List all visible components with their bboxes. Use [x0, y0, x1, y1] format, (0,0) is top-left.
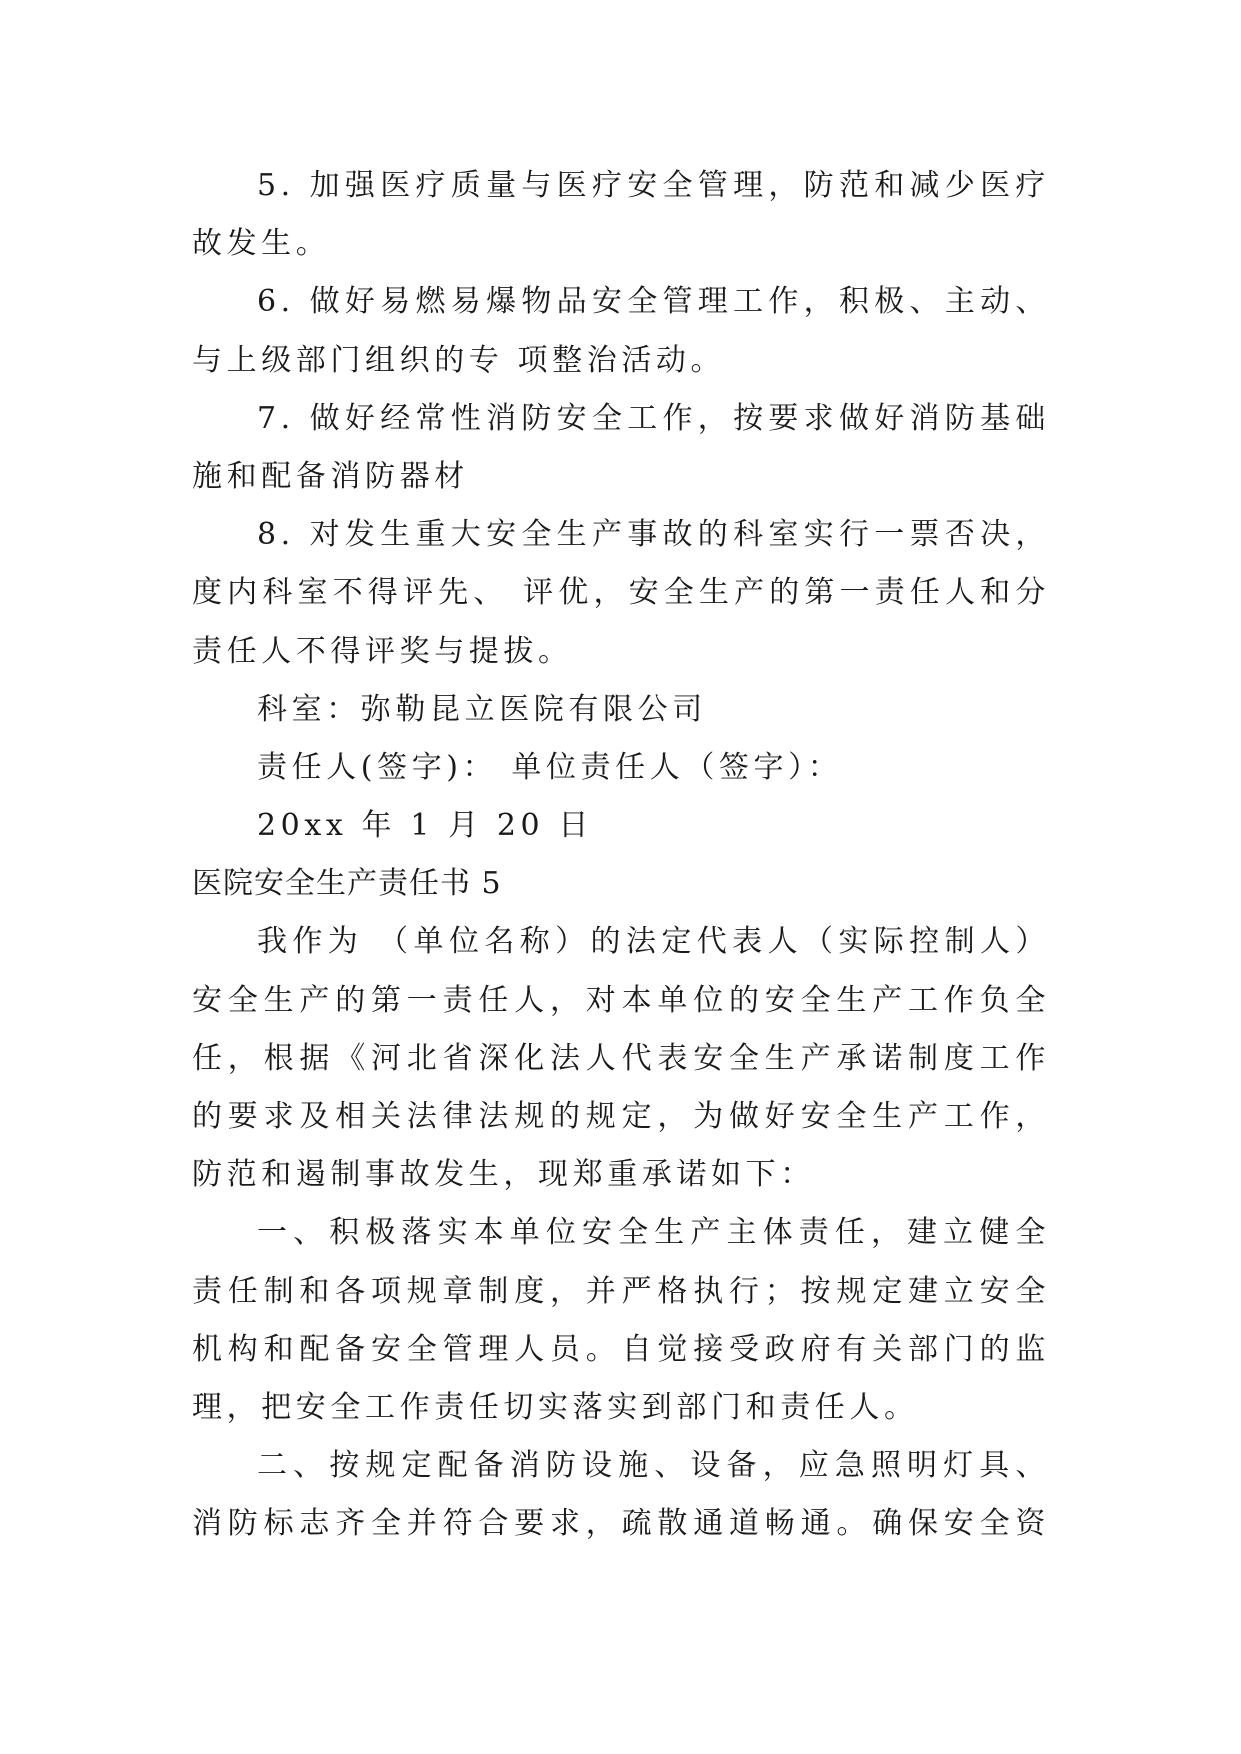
- text-line: 一、积极落实本单位安全生产主体责任，建立健全: [257, 1215, 1050, 1251]
- text-line: 我作为 （单位名称）的法定代表人（实际控制人）: [257, 924, 1050, 960]
- text-line: 6. 做好易燃易爆物品安全管理工作，积极、主动、: [257, 284, 1050, 320]
- text-line: 与上级部门组织的专 项整治活动。: [192, 342, 726, 378]
- text-line: 7. 做好经常性消防安全工作，按要求做好消防基础: [257, 400, 1050, 436]
- text-line: 安全生产的第一责任人，对本单位的安全生产工作负全: [192, 982, 1050, 1018]
- text-line: 机构和配备安全管理人员。自觉接受政府有关部门的监: [192, 1331, 1050, 1367]
- text-line: 的要求及相关法律法规的规定，为做好安全生产工作，: [192, 1099, 1050, 1134]
- text-line: 理，把安全工作责任切实落实到部门和责任人。: [192, 1389, 919, 1425]
- text-line: 施和配备消防器材: [192, 458, 469, 494]
- text-line: 责任人(签字)： 单位责任人（签字）：: [257, 749, 843, 785]
- text-line: 责任制和各项规章制度，并严格执行；按规定建立安全: [192, 1273, 1050, 1309]
- text-line: 度内科室不得评先、 评优，安全生产的第一责任人和分: [192, 575, 1050, 611]
- text-line: 责任人不得评奖与提拔。: [192, 633, 573, 669]
- text-line: 二、按规定配备消防设施、设备，应急照明灯具、: [257, 1448, 1050, 1484]
- text-line: 科室：弥勒昆立医院有限公司: [257, 691, 707, 727]
- text-line: 任，根据《河北省深化法人代表安全生产承诺制度工作: [192, 1040, 1050, 1076]
- text-line: 20xx 年 1 月 20 日: [257, 808, 593, 844]
- text-line: 消防标志齐全并符合要求，疏散通道畅通。确保安全资: [192, 1506, 1050, 1542]
- text-line: 8. 对发生重大安全生产事故的科室实行一票否决，: [257, 517, 1050, 553]
- text-line: 5. 加强医疗质量与医疗安全管理，防范和减少医疗: [257, 168, 1050, 203]
- document-page: [192, 157, 1050, 1554]
- text-line: 故发生。: [192, 226, 331, 262]
- section-title: 医院安全生产责任书 5: [192, 866, 502, 902]
- text-line: 防范和遏制事故发生，现郑重承诺如下：: [192, 1157, 815, 1193]
